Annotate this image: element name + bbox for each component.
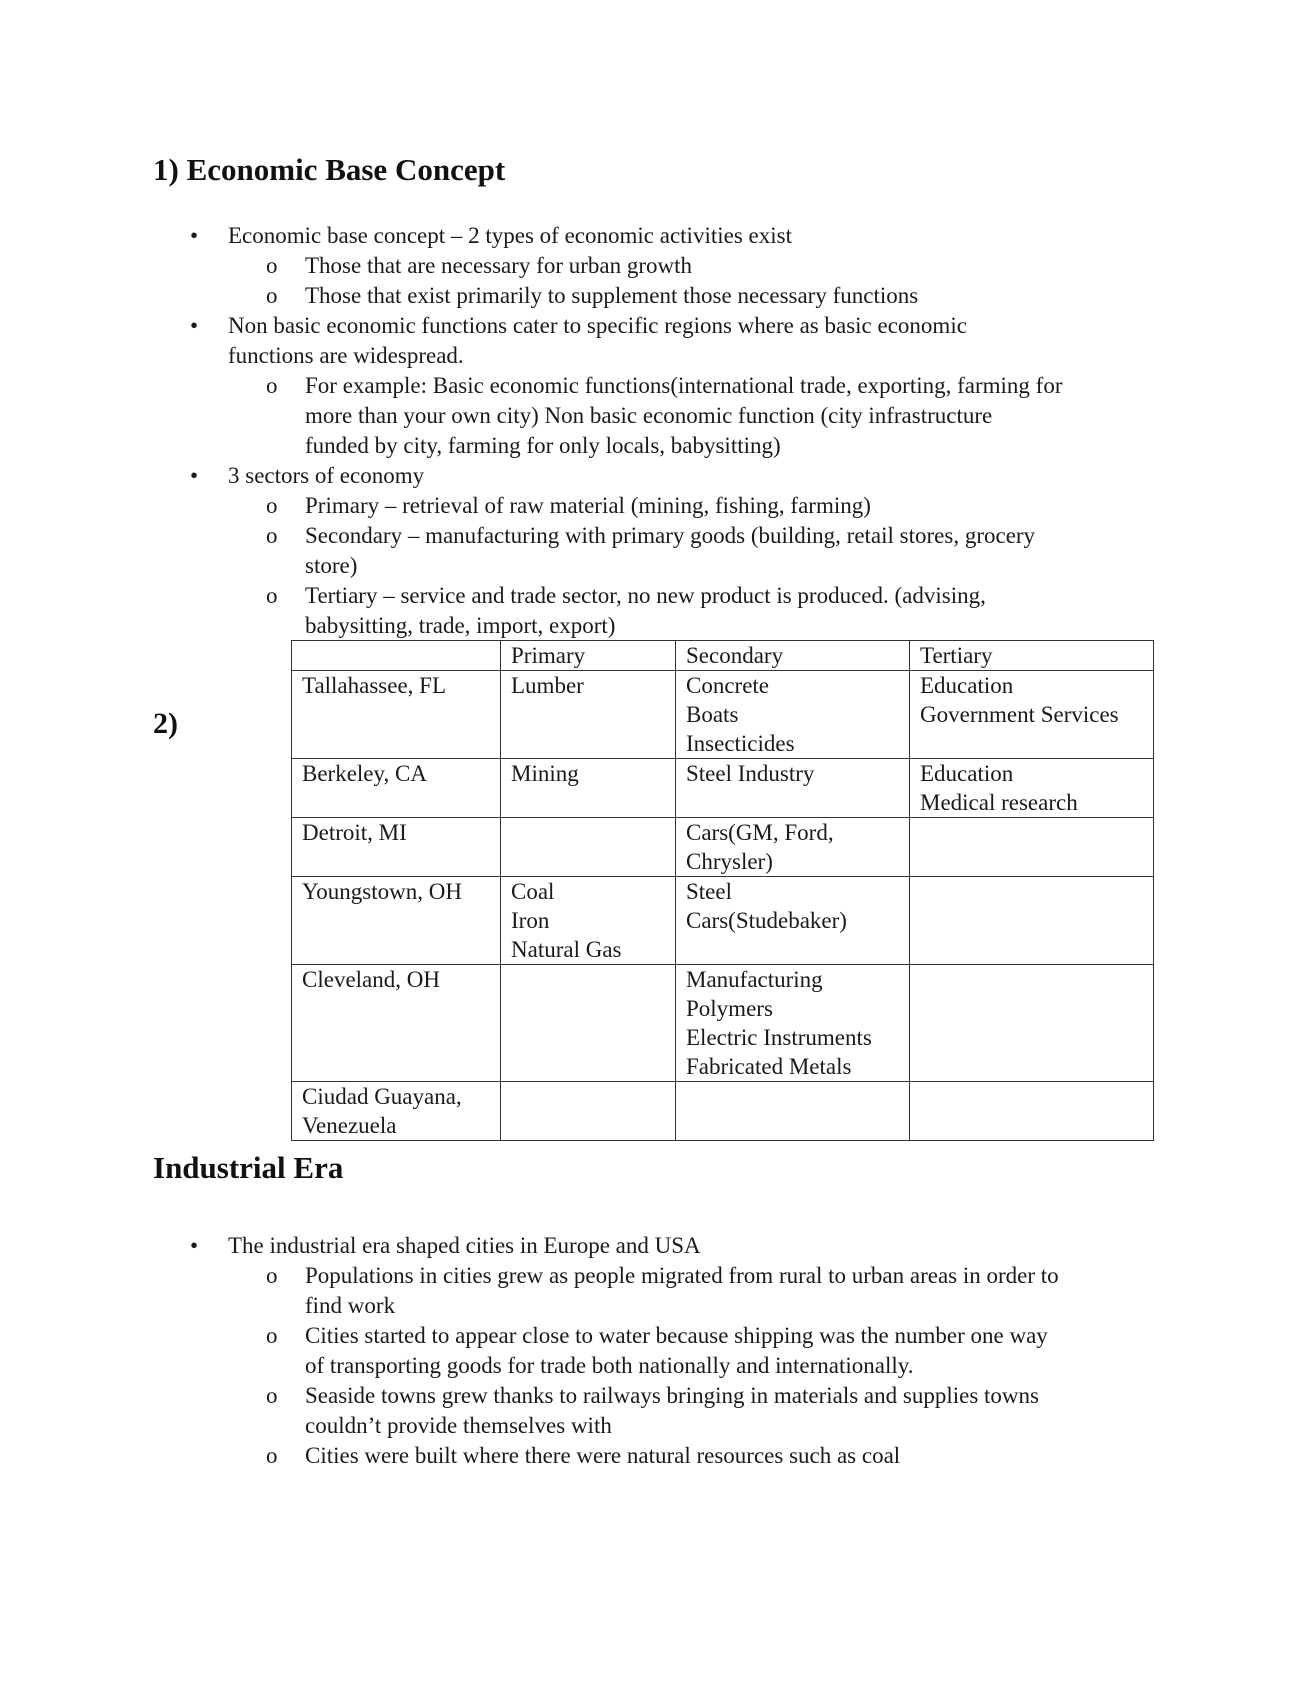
- cell-line: Venezuela: [302, 1113, 397, 1138]
- cell-line: Medical research: [920, 790, 1078, 815]
- cell-line: Cars(GM, Ford,: [686, 820, 834, 845]
- table-cell-secondary: [676, 1082, 910, 1141]
- sub-marker: o: [266, 523, 278, 548]
- sub-text: more than your own city) Non basic economic function (city infrastructure: [305, 403, 993, 428]
- bullet-text: functions are widespread.: [228, 343, 464, 368]
- sub-marker: o: [266, 373, 278, 398]
- cell-line: Mining: [511, 761, 579, 786]
- table-cell-secondary: [676, 818, 910, 877]
- sub-marker: o: [266, 283, 278, 308]
- sub-text: Those that are necessary for urban growth: [305, 253, 693, 278]
- table-header-cell: Primary: [501, 641, 676, 671]
- table-row: [292, 818, 1154, 877]
- table-row: [292, 965, 1154, 1082]
- sub-item: [153, 491, 1062, 521]
- cell-line: Education: [920, 673, 1014, 698]
- sub-text: Populations in cities grew as people migrated from rural to urban areas in order to: [305, 1263, 1059, 1288]
- cell-line: Youngstown, OH: [302, 879, 462, 904]
- sub-item: [153, 581, 1062, 641]
- bullet-marker: •: [190, 313, 199, 338]
- sub-marker: o: [266, 1443, 278, 1468]
- table-row: [292, 1082, 1154, 1141]
- table-row: [292, 671, 1154, 759]
- table-header-cell: Secondary: [676, 641, 910, 671]
- sub-item: [153, 1261, 1059, 1321]
- table-cell-primary: [501, 965, 676, 1082]
- cell-line: Insecticides: [686, 731, 795, 756]
- table-cell-tertiary: [910, 877, 1154, 965]
- cell-line: Natural Gas: [511, 937, 622, 962]
- cell-line: Iron: [511, 908, 550, 933]
- bullet-marker: •: [190, 1233, 199, 1258]
- sub-marker: o: [266, 583, 278, 608]
- cell-line: Cleveland, OH: [302, 967, 440, 992]
- table-header-cell: Tertiary: [910, 641, 1154, 671]
- cell-line: Steel: [686, 879, 732, 904]
- sub-text: Tertiary – service and trade sector, no new product is produced. (advising,: [305, 583, 986, 608]
- sub-item: [153, 371, 1062, 461]
- cell-line: Tallahassee, FL: [302, 673, 447, 698]
- cell-line: Education: [920, 761, 1014, 786]
- table-cell-primary: [501, 1082, 676, 1141]
- table-row: [292, 759, 1154, 818]
- bullet-item: [153, 461, 1062, 491]
- cell-line: Fabricated Metals: [686, 1054, 852, 1079]
- cell-line: Coal: [511, 879, 555, 904]
- table-cell-city: [292, 877, 501, 965]
- table-cell-city: [292, 671, 501, 759]
- sub-marker: o: [266, 1263, 278, 1288]
- sub-text: For example: Basic economic functions(international trade, exporting, farming for: [305, 373, 1063, 398]
- sub-item: [153, 281, 1062, 311]
- table-cell-city: [292, 1082, 501, 1141]
- sub-text: Cities started to appear close to water because shipping was the number one way: [305, 1323, 1048, 1348]
- table-cell-city: [292, 818, 501, 877]
- cell-line: Chrysler): [686, 849, 773, 874]
- sub-text: Cities were built where there were natural resources such as coal: [305, 1443, 901, 1468]
- table-cell-primary: [501, 818, 676, 877]
- sub-text: Primary – retrieval of raw material (mining, fishing, farming): [305, 493, 871, 518]
- table-cell-secondary: [676, 671, 910, 759]
- sub-text: store): [305, 553, 358, 578]
- table-header-row: [292, 641, 1154, 671]
- table-cell-tertiary: [910, 671, 1154, 759]
- table-cell-tertiary: [910, 759, 1154, 818]
- sub-text: find work: [305, 1293, 396, 1318]
- bullet-item: [153, 221, 1062, 251]
- table-cell-secondary: [676, 877, 910, 965]
- sub-marker: o: [266, 1383, 278, 1408]
- table-cell-primary: [501, 671, 676, 759]
- cell-line: Electric Instruments: [686, 1025, 872, 1050]
- sub-marker: o: [266, 1323, 278, 1348]
- bullet-text: Economic base concept – 2 types of economic activities exist: [228, 223, 792, 248]
- cell-line: Boats: [686, 702, 739, 727]
- bullet-text: The industrial era shaped cities in Europe and USA: [228, 1233, 701, 1258]
- sub-text: funded by city, farming for only locals, babysitting): [305, 433, 781, 458]
- section-heading-economic-base: 1) Economic Base Concept: [153, 152, 506, 187]
- bullet-text: Non basic economic functions cater to specific regions where as basic economic: [228, 313, 967, 338]
- sub-item: [153, 1321, 1059, 1381]
- sub-text: babysitting, trade, import, export): [305, 613, 616, 638]
- sub-marker: o: [266, 493, 278, 518]
- bullet-text: 3 sectors of economy: [228, 463, 425, 488]
- cell-line: Lumber: [511, 673, 584, 698]
- cell-line: Polymers: [686, 996, 773, 1021]
- sub-text: Seaside towns grew thanks to railways bringing in materials and supplies towns: [305, 1383, 1039, 1408]
- table-cell-tertiary: [910, 818, 1154, 877]
- table-cell-primary: [501, 877, 676, 965]
- table-cell-secondary: [676, 965, 910, 1082]
- bullet-marker: •: [190, 463, 199, 488]
- cell-line: Detroit, MI: [302, 820, 407, 845]
- sub-item: [153, 251, 1062, 281]
- sub-marker: o: [266, 253, 278, 278]
- cell-line: Manufacturing: [686, 967, 823, 992]
- sub-text: Secondary – manufacturing with primary goods (building, retail stores, grocery: [305, 523, 1036, 548]
- cell-line: Cars(Studebaker): [686, 908, 847, 933]
- sub-text: of transporting goods for trade both nationally and internationally.: [305, 1353, 914, 1378]
- table-row: [292, 877, 1154, 965]
- table-cell-tertiary: [910, 1082, 1154, 1141]
- table-cell-tertiary: [910, 965, 1154, 1082]
- sub-item: [153, 521, 1062, 581]
- section3-list: [153, 1231, 1059, 1471]
- table-cell-secondary: [676, 759, 910, 818]
- section-heading-2: 2): [153, 707, 178, 740]
- cell-line: Steel Industry: [686, 761, 815, 786]
- sub-text: couldn’t provide themselves with: [305, 1413, 612, 1438]
- bullet-item: [153, 1231, 1059, 1261]
- sub-text: Those that exist primarily to supplement those necessary functions: [305, 283, 919, 308]
- table-cell-primary: [501, 759, 676, 818]
- cell-line: Concrete: [686, 673, 770, 698]
- sub-item: [153, 1381, 1059, 1441]
- cell-line: Berkeley, CA: [302, 761, 427, 786]
- table-cell-city: [292, 965, 501, 1082]
- sub-item: [153, 1441, 1059, 1471]
- section-heading-industrial-era: Industrial Era: [153, 1150, 344, 1185]
- cell-line: Government Services: [920, 702, 1119, 727]
- table-cell-city: [292, 759, 501, 818]
- cell-line: Ciudad Guayana,: [302, 1084, 462, 1109]
- table-header-cell: [292, 641, 501, 671]
- bullet-marker: •: [190, 223, 199, 248]
- sector-table: [291, 640, 1154, 1141]
- section1-list: [153, 221, 1062, 641]
- bullet-item: [153, 311, 1062, 371]
